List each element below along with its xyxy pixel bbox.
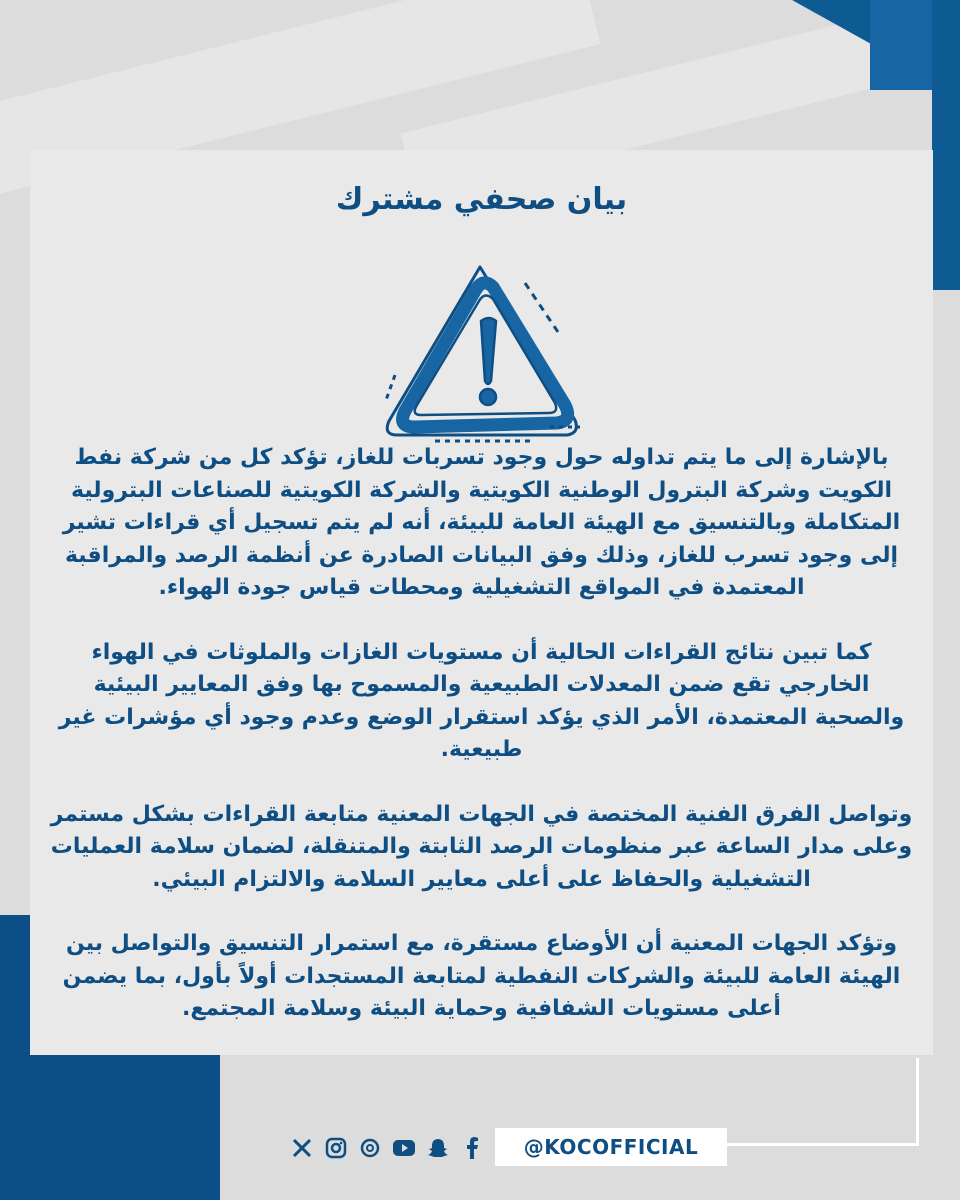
corner-accent-bottom [0, 1055, 220, 1200]
frame-line [916, 1058, 919, 1146]
paragraph: وتؤكد الجهات المعنية أن الأوضاع مستقرة، مع استمرار التنسيق والتواصل بين الهيئة العامة للبيئة والشركات النفطية لمتابعة المستجدات أولاً بأول، بما يضمن أعلى مستويات الشفافية وحماية البيئة وسلامة المجتمع. [62, 931, 901, 1021]
paragraph: وتواصل الفرق الفنية المختصة في الجهات المعنية متابعة القراءات بشكل مستمر وعلى مدار الساعة عبر منظومات الرصد الثابتة والمتنقلة، لضمان سلامة العمليات التشغيلية والحفاظ على أعلى معايير السلامة والالتزام البيئي. [50, 801, 913, 892]
instagram-icon[interactable] [324, 1136, 348, 1160]
x-icon[interactable] [290, 1136, 314, 1160]
page-title: بيان صحفي مشترك [335, 182, 628, 217]
social-icons [290, 1133, 484, 1163]
social-handle[interactable]: @KOCOFFICIAL [495, 1128, 727, 1166]
threads-icon[interactable] [358, 1136, 382, 1160]
warning-triangle-icon [375, 255, 590, 450]
facebook-icon[interactable] [460, 1136, 484, 1160]
paragraph: كما تبين نتائج القراءات الحالية أن مستويات الغازات والملوثات في الهواء الخارجي تقع ضمن المعدلات الطبيعية والمسموح بها وفق المعايير البيئية والصحية المعتمدة، الأمر الذي يؤكد استقرار الوضع وعدم وجود أي مؤشرات غير طبيعية. [58, 639, 905, 762]
snapchat-icon[interactable] [426, 1136, 450, 1160]
press-release-body [46, 442, 917, 1058]
press-release-card [30, 150, 933, 1055]
frame-line [727, 1143, 919, 1146]
youtube-icon[interactable] [392, 1136, 416, 1160]
corner-accent-top [932, 0, 960, 290]
paragraph: بالإشارة إلى ما يتم تداوله حول وجود تسربات للغاز، تؤكد كل من شركة نفط الكويت وشركة البترول الوطنية الكويتية والشركة الكويتية للصناعات البترولية المتكاملة وبالتنسيق مع الهيئة العامة للبيئة، أنه لم يتم تسجيل أي قراءات تشير إلى وجود تسرب للغاز، وذلك وفق البيانات الصادرة عن أنظمة الرصد والمراقبة المعتمدة في المواقع التشغيلية ومحطات قياس جودة الهواء. [62, 445, 901, 600]
